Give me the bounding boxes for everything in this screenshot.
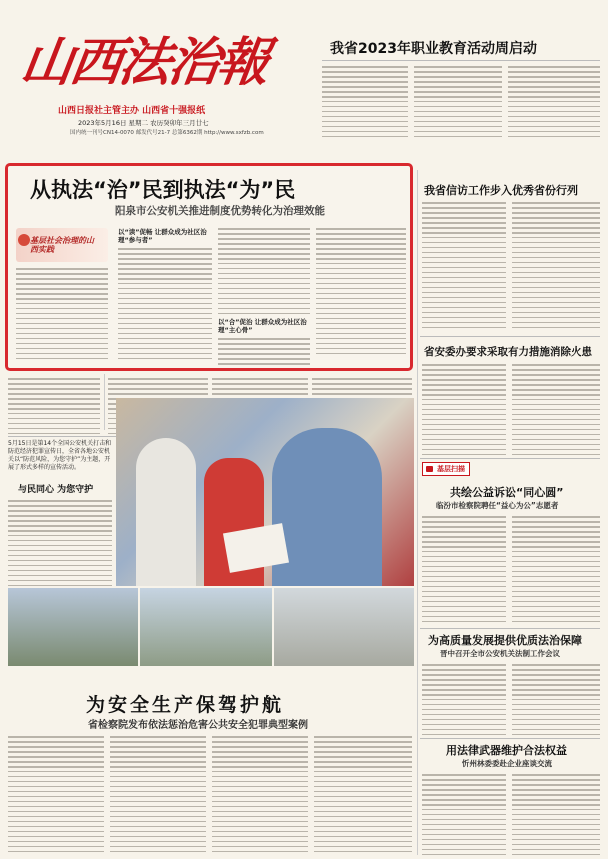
text-weapons-1 [422,774,506,859]
headline-high-quality: 为高质量发展提供优质法治保障 [428,634,582,647]
article-text-vocational-3 [508,66,600,141]
divider [420,738,600,739]
series-badge [16,228,108,262]
newspaper-logo: 山西法治報 [17,32,271,93]
section-head-read: 以“读”促畅 让群众成为社区治理“参与者” [118,228,207,244]
photo-strip-3 [274,588,414,666]
column-label-jiceng-text: 基层扫描 [437,465,465,473]
text-high-quality-2 [512,664,600,739]
photo-strip-2 [140,588,272,666]
headline-safe-production: 为安全生产保驾护航 [86,694,285,716]
text-safe-1 [8,736,104,856]
text-safe-3 [212,736,308,856]
left-column-head: 与民同心 为您守护 [18,485,94,495]
series-badge-text: 基层社会治理的山西实践 [30,236,94,254]
text-xinfang-1 [422,202,506,332]
divider [322,60,600,61]
text-feature-left-cont [8,378,100,438]
feature-text-col-3b [218,338,310,368]
subtitle-weapons: 忻州林委委赴企业座谈交流 [462,759,552,768]
subtitle-high-quality: 晋中召开全市公安机关法制工作会议 [440,649,560,658]
feature-subtitle: 阳泉市公安机关推进制度优势转化为治理效能 [115,205,325,217]
masthead-slogan: 山西日报社主管主办 山西省十强报纸 [58,106,206,116]
text-high-quality-1 [422,664,506,739]
text-weapons-2 [512,774,600,859]
article-text-vocational-2 [414,66,502,141]
photo-strip-1 [8,588,138,666]
headline-safety-office: 省安委办要求采取有力措施消除火患 [424,346,592,358]
masthead-date: 2023年5月16日 星期二 农历癸卯年三月廿七 [78,119,209,127]
photo-caption: 5月15日是第14个全国公安机关打击和防范经济犯罪宣传日，全省各地公安机关以“防范风险，为您守护”为主题，开展了形式多样的宣传活动。 [8,440,112,471]
feature-title: 从执法“治”民到执法“为”民 [30,178,296,202]
subtitle-safe-production: 省检察院发布依法惩治危害公共安全犯罪典型案例 [88,720,308,731]
headline-weapons: 用法律武器维护合法权益 [446,744,567,757]
feature-text-col-4 [316,228,406,358]
flower-icon [18,234,30,246]
main-photo [116,398,414,586]
divider [420,336,600,337]
text-safe-2 [110,736,206,856]
headline-gongyi: 共绘公益诉讼“同心圆” [450,486,564,499]
text-safety-1 [422,364,506,459]
divider [420,458,600,459]
feature-text-col-1 [16,268,108,363]
text-safe-4 [314,736,412,856]
feature-text-col-2 [118,248,212,363]
column-divider [417,170,418,855]
column-divider [104,374,105,430]
photo-figure-officer [136,438,196,586]
headline-xinfang: 我省信访工作步入优秀省份行列 [424,184,578,197]
section-head-unite: 以“合”促治 让群众成为社区治理“主心骨” [218,318,307,334]
text-safety-2 [512,364,600,459]
headline-vocational-week: 我省2023年职业教育活动周启动 [330,41,537,57]
text-xinfang-2 [512,202,600,332]
feature-text-col-3 [218,228,310,318]
text-gongyi-1 [422,516,506,626]
tag-icon [426,466,433,472]
text-gongyi-2 [512,516,600,626]
column-label-jiceng [422,462,470,476]
subtitle-gongyi: 临汾市检察院聘任“益心为公”志愿者 [436,501,559,510]
article-text-vocational [322,66,408,141]
divider [420,628,600,629]
masthead-codes: 国内统一刊号CN14-0070 邮发代号21-7 总第6362期 http://www.sxfzb.com [70,130,264,136]
